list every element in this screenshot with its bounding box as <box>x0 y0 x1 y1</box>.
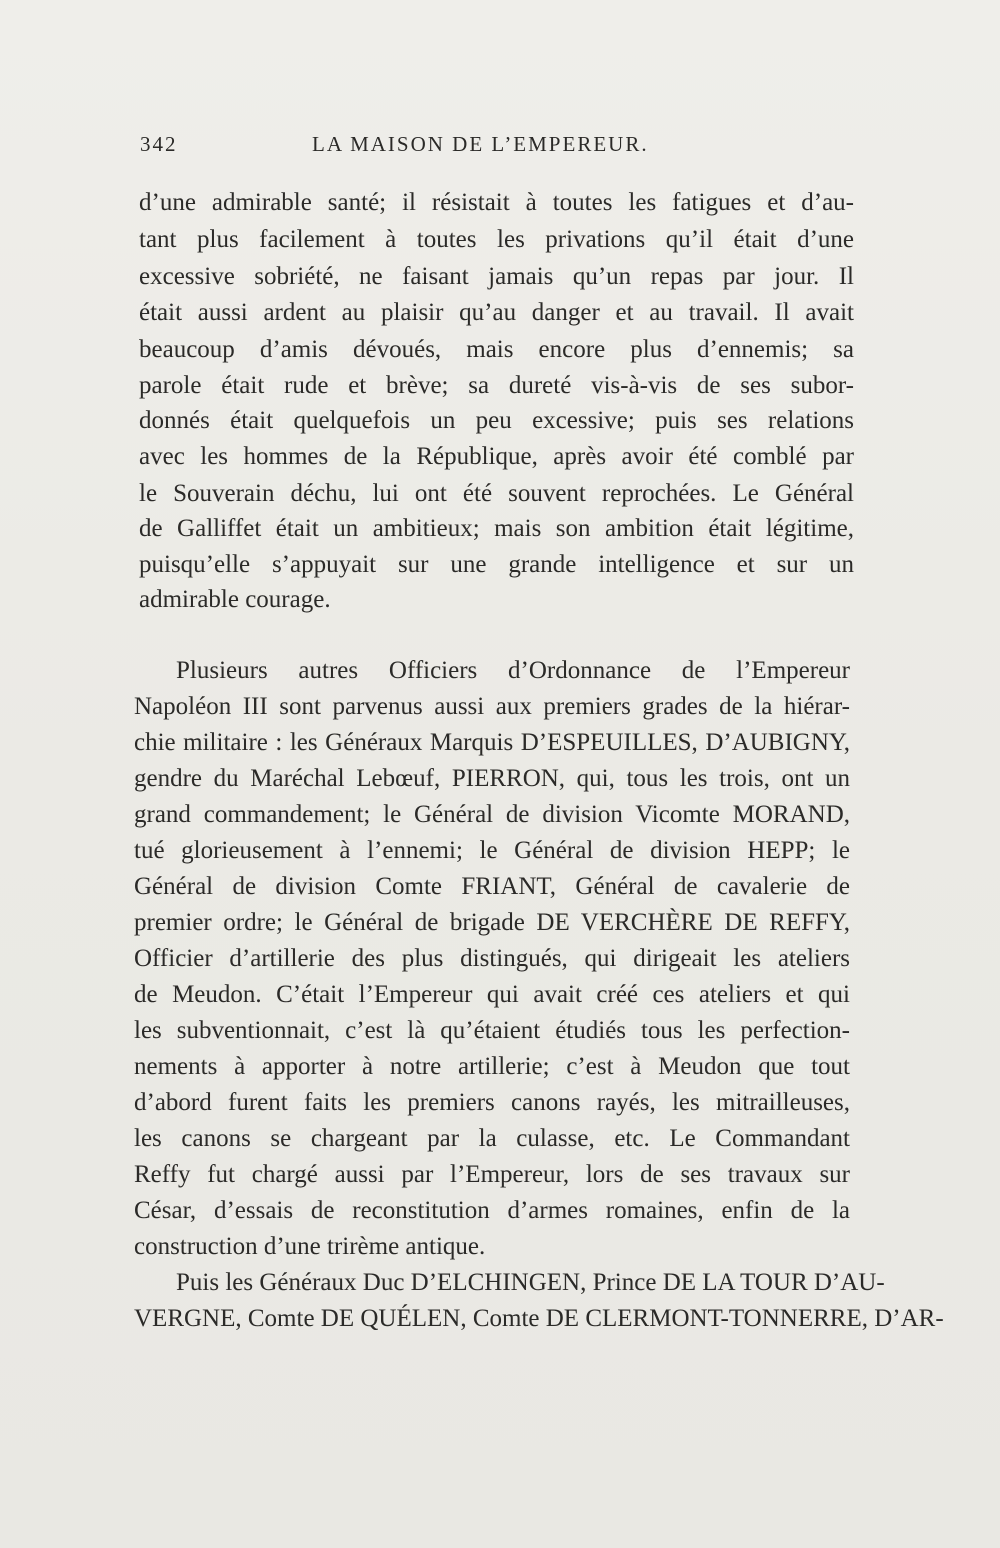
text-line: premier ordre; le Général de brigade DE VERCHÈRE DE REFFY, <box>134 909 850 936</box>
page-header <box>140 132 860 162</box>
text-line: chie militaire : les Généraux Marquis D’ESPEUILLES, D’AUBIGNY, <box>134 729 850 756</box>
text-line: de Meudon. C’était l’Empereur qui avait créé ces ateliers et qui <box>134 981 850 1008</box>
text-line: les subventionnait, c’est là qu’étaient étudiés tous les perfection- <box>134 1017 850 1044</box>
text-line: gendre du Maréchal Lebœuf, PIERRON, qui, tous les trois, ont un <box>134 765 850 792</box>
text-line: Napoléon III sont parvenus aussi aux premiers grades de la hiérar- <box>134 693 850 720</box>
text-line: le Souverain déchu, lui ont été souvent reprochées. Le Général <box>139 480 854 507</box>
text-line: admirable courage. <box>139 586 331 613</box>
text-line: construction d’une trirème antique. <box>134 1233 486 1260</box>
text-line: VERGNE, Comte DE QUÉLEN, Comte DE CLERMONT-TONNERRE, D’AR- <box>134 1305 944 1332</box>
text-line: excessive sobriété, ne faisant jamais qu’un repas par jour. Il <box>139 263 854 290</box>
text-line: Officier d’artillerie des plus distingués, qui dirigeait les ateliers <box>134 945 850 972</box>
text-line: Plusieurs autres Officiers d’Ordonnance de l’Empereur <box>176 657 850 684</box>
text-line: Puis les Généraux Duc D’ELCHINGEN, Prince DE LA TOUR D’AU- <box>176 1269 885 1296</box>
text-line: tant plus facilement à toutes les privations qu’il était d’une <box>139 226 854 253</box>
text-line: Général de division Comte FRIANT, Général de cavalerie de <box>134 873 850 900</box>
text-line: Reffy fut chargé aussi par l’Empereur, lors de ses travaux sur <box>134 1161 850 1188</box>
text-line: nements à apporter à notre artillerie; c’est à Meudon que tout <box>134 1053 850 1080</box>
text-line: d’une admirable santé; il résistait à toutes les fatigues et d’au- <box>139 189 854 216</box>
text-line: César, d’essais de reconstitution d’armes romaines, enfin de la <box>134 1197 850 1224</box>
text-line: tué glorieusement à l’ennemi; le Général de division HEPP; le <box>134 837 850 864</box>
text-line: était aussi ardent au plaisir qu’au danger et au travail. Il avait <box>139 299 854 326</box>
text-line: les canons se chargeant par la culasse, etc. Le Commandant <box>134 1125 850 1152</box>
text-line: de Galliffet était un ambitieux; mais son ambition était légitime, <box>139 515 854 542</box>
text-line: donnés était quelquefois un peu excessive; puis ses relations <box>139 407 854 434</box>
text-line: parole était rude et brève; sa dureté vis-à-vis de ses subor- <box>139 372 854 399</box>
running-title: LA MAISON DE L’EMPEREUR. <box>312 132 649 156</box>
page-number: 342 <box>140 132 178 156</box>
text-line: d’abord furent faits les premiers canons rayés, les mitrailleuses, <box>134 1089 850 1116</box>
text-line: avec les hommes de la République, après avoir été comblé par <box>139 443 854 470</box>
text-line: grand commandement; le Général de division Vicomte MORAND, <box>134 801 850 828</box>
text-line: puisqu’elle s’appuyait sur une grande intelligence et sur un <box>139 551 854 578</box>
text-line: beaucoup d’amis dévoués, mais encore plus d’ennemis; sa <box>139 336 854 363</box>
